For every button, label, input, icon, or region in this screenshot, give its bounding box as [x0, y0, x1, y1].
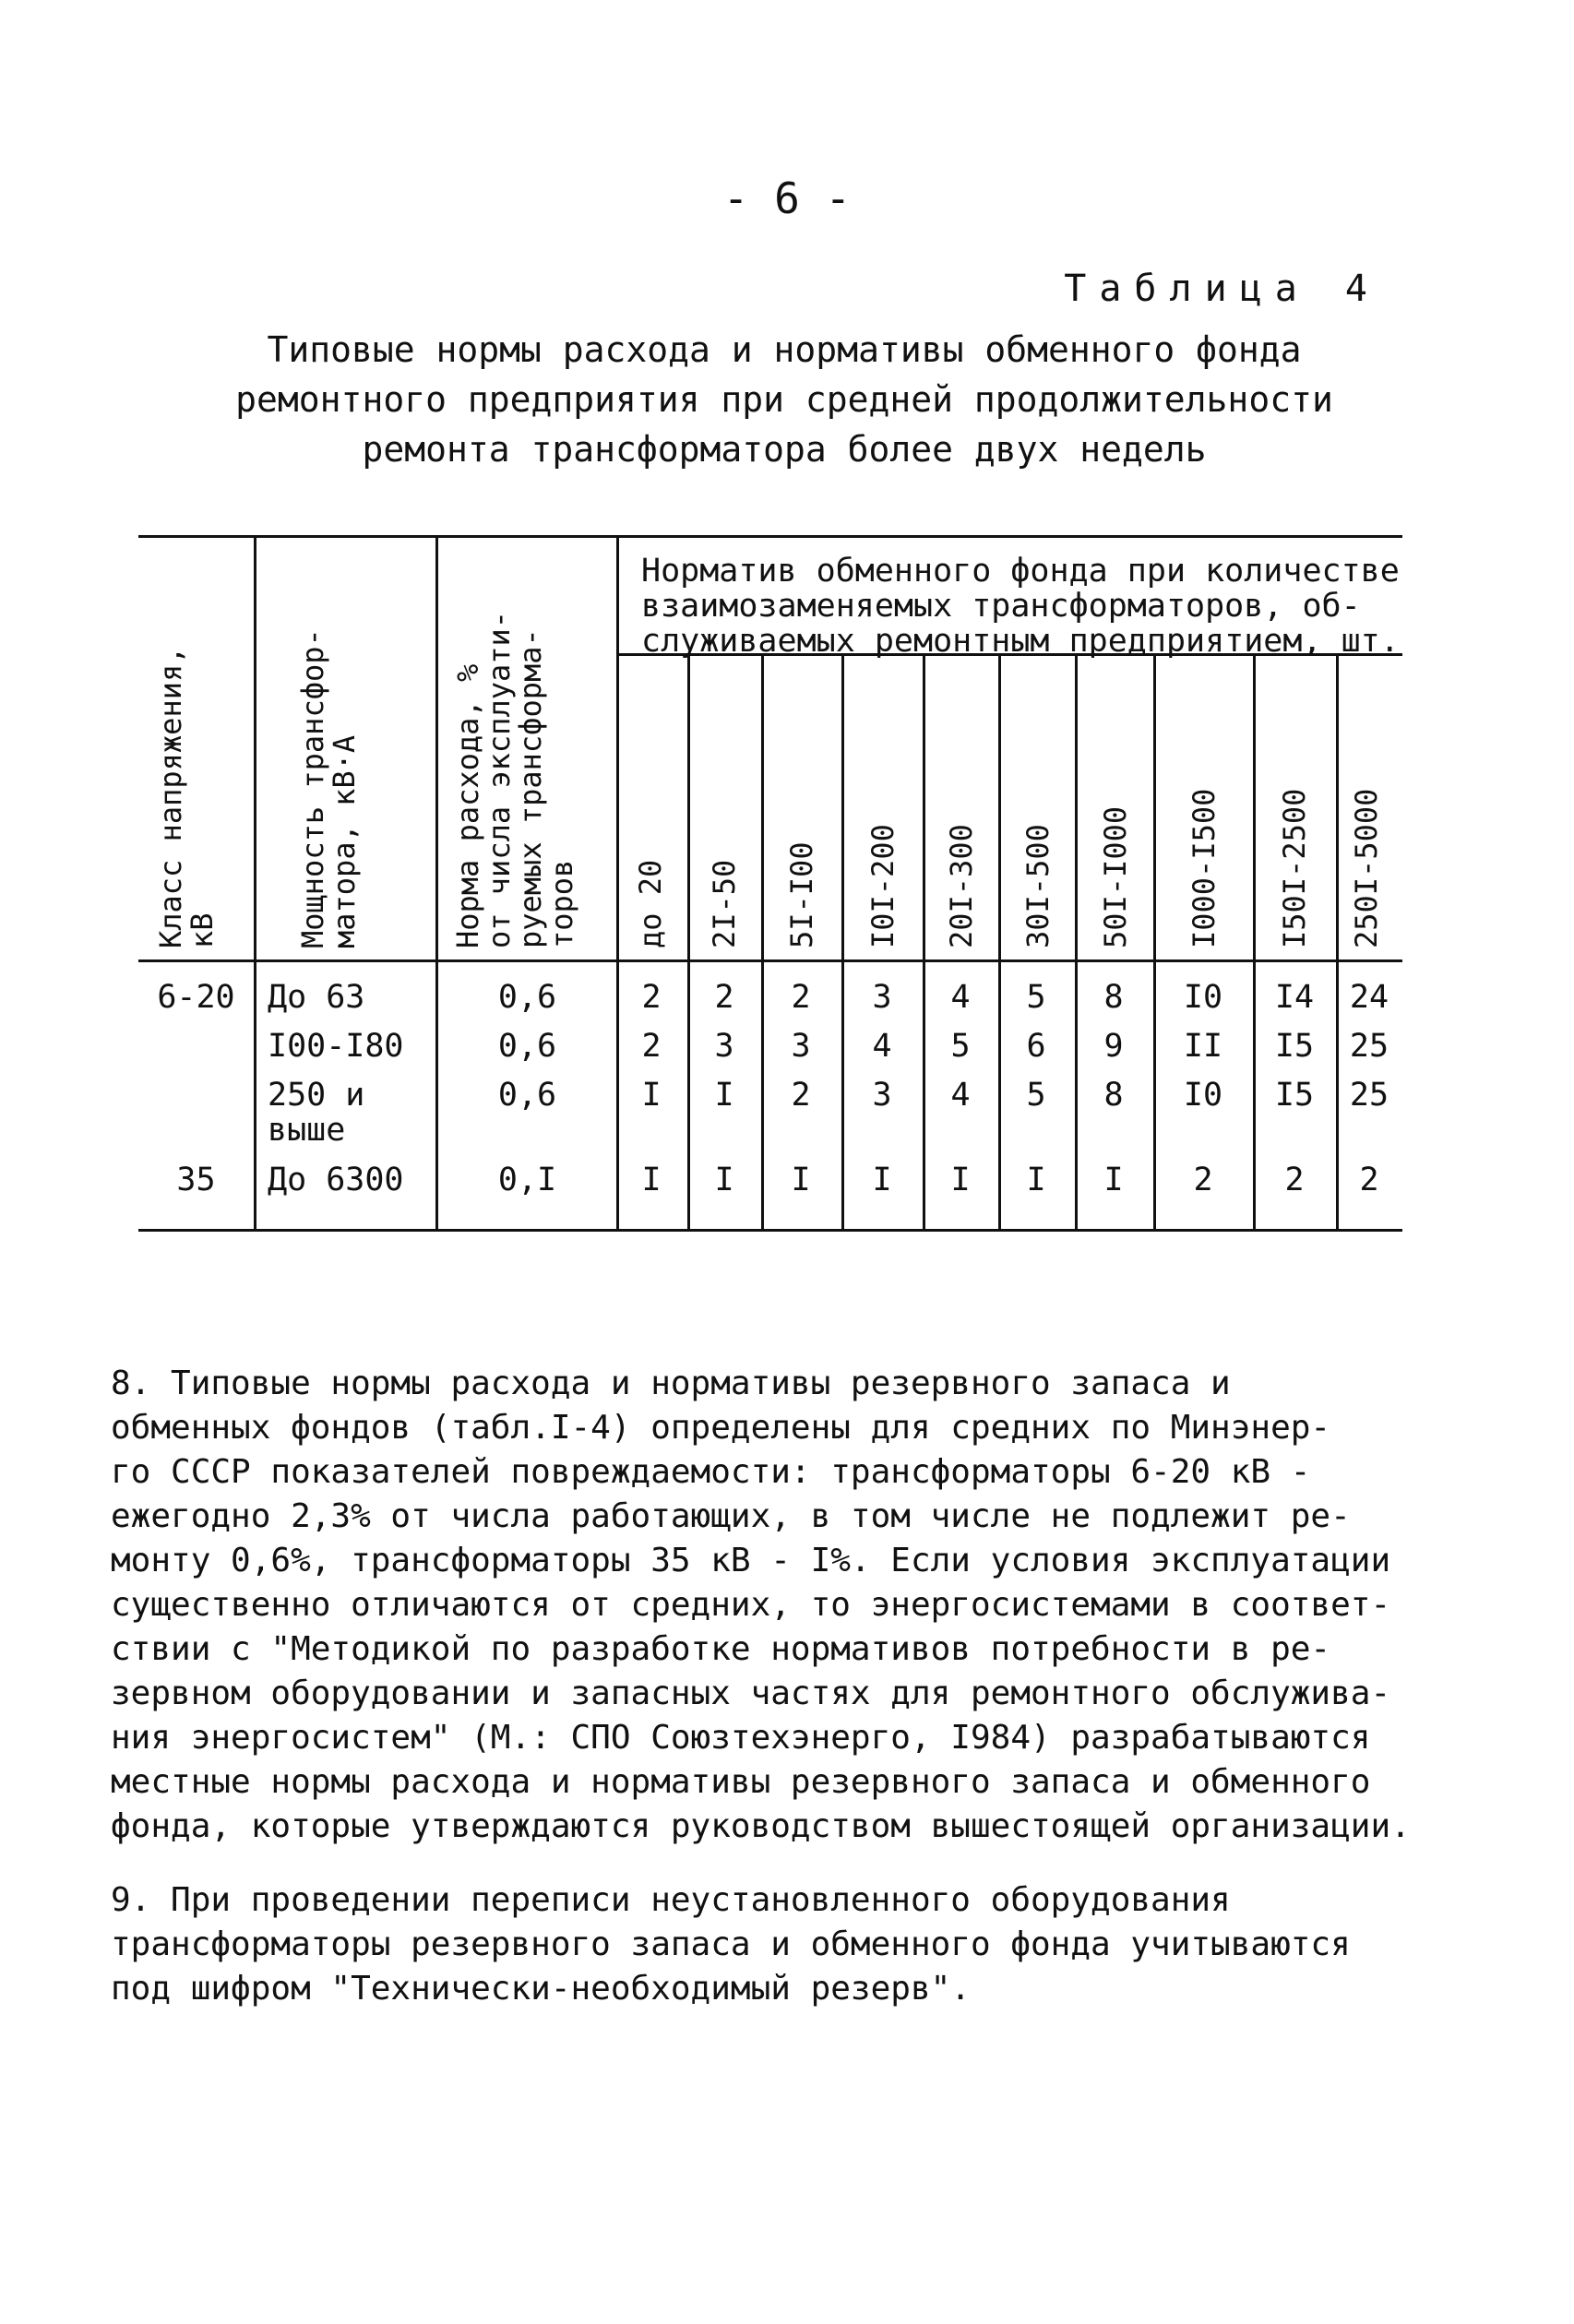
sub-col-divider — [1153, 653, 1156, 1229]
cell-value: I — [641, 1077, 662, 1114]
cell-value: I5 — [1274, 1077, 1315, 1114]
text-line: местные нормы расхода и нормативы резервного запаса и обменного — [111, 1763, 1371, 1801]
cell-value: 2 — [641, 1028, 662, 1065]
cell-norm: 0,I — [497, 1162, 557, 1198]
cell-value: 4 — [950, 979, 971, 1016]
text-line: 9. При проведении переписи неустановленного оборудования — [111, 1881, 1231, 1919]
cell-power: 250 и — [268, 1077, 365, 1114]
title-line: Типовые нормы расхода и нормативы обменного фонда — [267, 329, 1302, 370]
header-bottom-rule — [138, 959, 1402, 962]
text-line: ежегодно 2,3% от числа работающих, в том числе не подлежит ре- — [111, 1497, 1351, 1535]
cell-value: 3 — [714, 1028, 734, 1065]
text-line: существенно отличаются от средних, то энергосистемами в соответ- — [111, 1586, 1391, 1624]
cell-value: 9 — [1103, 1028, 1124, 1065]
cell-value: 4 — [872, 1028, 892, 1065]
paragraph-lines — [111, 1878, 1402, 2011]
cell-voltage: 6-20 — [157, 979, 235, 1016]
sub-col-divider — [1253, 653, 1256, 1229]
cell-value: I — [714, 1162, 734, 1198]
cell-value: I — [1026, 1162, 1046, 1198]
cell-value: I — [950, 1162, 971, 1198]
paragraph-9 — [111, 1878, 1402, 2011]
sub-col-divider — [841, 653, 844, 1229]
cell-value: 2 — [1284, 1162, 1305, 1198]
cell-value: 2 — [1193, 1162, 1213, 1198]
cell-value: 2 — [1359, 1162, 1379, 1198]
cell-value: I — [714, 1077, 734, 1114]
title-line: ремонтного предприятия при средней продолжительности — [235, 379, 1333, 420]
cell-norm: 0,6 — [497, 979, 557, 1016]
page-number: - 6 - — [722, 173, 852, 223]
sub-col-divider — [761, 653, 764, 1229]
cell-value: I — [641, 1162, 662, 1198]
sub-col-divider — [687, 653, 690, 1229]
text-line: монту 0,6%, трансформаторы 35 кВ - I%. Если условия эксплуатации — [111, 1542, 1391, 1579]
cell-norm: 0,6 — [497, 1028, 557, 1065]
text-line: ния энергосистем" (М.: СПО Союзтехэнерго, I984) разрабатываются — [111, 1719, 1371, 1757]
text-line: под шифром "Технически-необходимый резерв". — [111, 1970, 971, 2008]
sub-col-divider — [1336, 653, 1339, 1229]
cell-value: 4 — [950, 1077, 971, 1114]
paragraph-8 — [111, 1362, 1411, 1849]
cell-value: 5 — [1026, 979, 1046, 1016]
cell-value: 5 — [1026, 1077, 1046, 1114]
cell-value: 3 — [791, 1028, 811, 1065]
cell-value: I5 — [1274, 1028, 1315, 1065]
table-bottom-rule — [138, 1229, 1402, 1232]
paragraph-lines — [111, 1362, 1411, 1849]
cell-value: 3 — [872, 1077, 892, 1114]
data-table: Класс напряжения, кВ Мощность трансфор- матора, кВ·А Норма расхода, % от числа эксплуати- руемых трансформа- торов Норматив обменного фонда при количестве взаимозаменяемых трансформаторов, об- служиваемых ремонтным предприятием, шт. до 20 2I-50 5I-I00 I0I-200 20I-300 30I-500 50I-I000 I000-I500 I50I-2500 250I-5000 6-20 До 63 0,6 2 2 2 3 4 5 8 I0 I4 24 I00-I80 0,6 2 3 3 4 5 6 9 II I5 25 250 и выше 0,6 I I 2 3 4 5 8 I0 I5 25 35 До 6300 0,I I I I I I I I 2 2 2 — [138, 535, 1402, 1232]
cell-value: 2 — [641, 979, 662, 1016]
table-title — [148, 325, 1421, 474]
sub-col-divider — [1075, 653, 1078, 1229]
cell-norm: 0,6 — [497, 1077, 557, 1114]
cell-value: 8 — [1103, 1077, 1124, 1114]
text-line: 8. Типовые нормы расхода и нормативы резервного запаса и — [111, 1365, 1231, 1402]
table-label: Таблица 4 — [1064, 268, 1380, 310]
cell-value: II — [1183, 1028, 1223, 1065]
cell-value: I — [1103, 1162, 1124, 1198]
text-line: фонда, которые утверждаются руководством вышестоящей организации. — [111, 1807, 1411, 1845]
text-line: трансформаторы резервного запаса и обменного фонда учитываются — [111, 1925, 1351, 1963]
text-line: ствии с "Методикой по разработке нормативов потребности в ре- — [111, 1630, 1331, 1668]
cell-voltage: 35 — [176, 1162, 216, 1198]
header-exchange-fund: Норматив обменного фонда при количестве взаимозаменяемых трансформаторов, об- служиваемых ремонтным предприятием, шт. — [641, 553, 1400, 660]
cell-value: 2 — [714, 979, 734, 1016]
cell-power: До 6300 — [268, 1162, 404, 1198]
cell-value: I — [791, 1162, 811, 1198]
col-divider — [616, 535, 619, 1229]
cell-value: 2 — [791, 979, 811, 1016]
title-line: ремонта трансформатора более двух недель — [362, 429, 1207, 470]
sub-col-divider — [998, 653, 1001, 1229]
sub-col-divider — [923, 653, 925, 1229]
cell-value: 25 — [1349, 1028, 1389, 1065]
cell-power: выше — [268, 1112, 346, 1149]
cell-power: До 63 — [268, 979, 365, 1016]
cell-value: I4 — [1274, 979, 1315, 1016]
cell-value: 8 — [1103, 979, 1124, 1016]
table-top-rule — [138, 535, 1402, 538]
col-divider — [254, 535, 256, 1229]
cell-value: 25 — [1349, 1077, 1389, 1114]
cell-value: 3 — [872, 979, 892, 1016]
text-line: обменных фондов (табл.I-4) определены для средних по Минэнер- — [111, 1409, 1331, 1447]
cell-value: I — [872, 1162, 892, 1198]
cell-value: I0 — [1183, 1077, 1223, 1114]
text-line: го СССР показателей повреждаемости: трансформаторы 6-20 кВ - — [111, 1453, 1311, 1491]
cell-value: 5 — [950, 1028, 971, 1065]
cell-value: 2 — [791, 1077, 811, 1114]
cell-value: I0 — [1183, 979, 1223, 1016]
cell-value: 6 — [1026, 1028, 1046, 1065]
cell-value: 24 — [1349, 979, 1389, 1016]
text-line: зервном оборудовании и запасных частях для ремонтного обслужива- — [111, 1674, 1391, 1712]
cell-power: I00-I80 — [268, 1028, 404, 1065]
